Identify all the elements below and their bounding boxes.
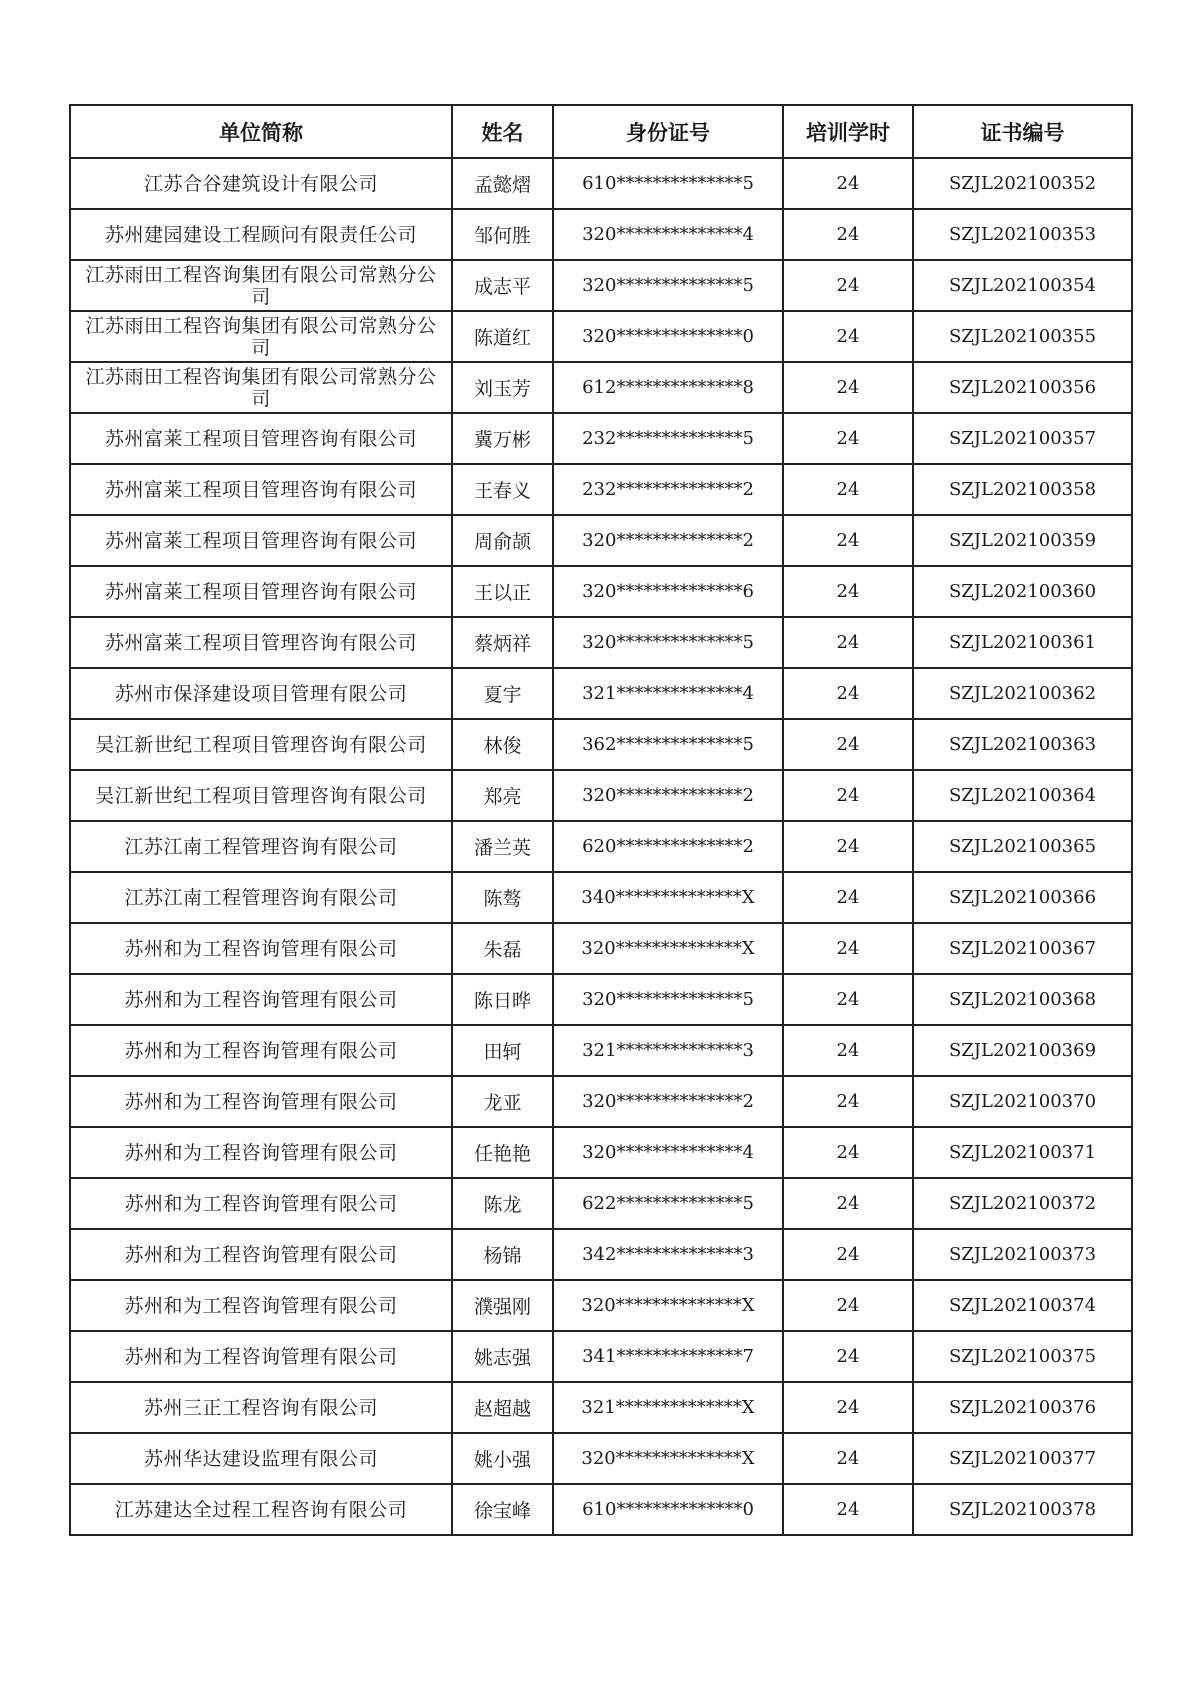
cell-certificate-no: SZJL202100352 bbox=[913, 158, 1132, 209]
cell-training-hours: 24 bbox=[783, 1433, 913, 1484]
cell-training-hours: 24 bbox=[783, 872, 913, 923]
cell-name: 陈龙 bbox=[452, 1178, 553, 1229]
unit-text: 苏州富莱工程项目管理咨询有限公司 bbox=[104, 580, 417, 603]
cell-unit bbox=[70, 1178, 452, 1229]
cell-training-hours: 24 bbox=[783, 1280, 913, 1331]
cell-name: 赵超越 bbox=[452, 1382, 553, 1433]
cell-training-hours: 24 bbox=[783, 1331, 913, 1382]
cell-training-hours: 24 bbox=[783, 923, 913, 974]
cell-training-hours: 24 bbox=[783, 362, 913, 413]
cell-id-number: 622**************5 bbox=[553, 1178, 783, 1229]
cell-id-number: 320**************5 bbox=[553, 617, 783, 668]
unit-text: 江苏合谷建筑设计有限公司 bbox=[143, 172, 378, 195]
table-row bbox=[70, 260, 1132, 311]
cell-id-number: 320**************0 bbox=[553, 311, 783, 362]
cell-training-hours: 24 bbox=[783, 209, 913, 260]
table-row bbox=[70, 1076, 1132, 1127]
table-row bbox=[70, 1127, 1132, 1178]
table-row bbox=[70, 872, 1132, 923]
cell-id-number: 320**************4 bbox=[553, 1127, 783, 1178]
cell-unit bbox=[70, 1484, 452, 1535]
column-header-id-number: 身份证号 bbox=[553, 105, 783, 158]
cell-training-hours: 24 bbox=[783, 515, 913, 566]
cell-id-number: 320**************X bbox=[553, 1433, 783, 1484]
cell-certificate-no: SZJL202100359 bbox=[913, 515, 1132, 566]
cell-certificate-no: SZJL202100367 bbox=[913, 923, 1132, 974]
cell-unit bbox=[70, 821, 452, 872]
cell-name: 冀万彬 bbox=[452, 413, 553, 464]
cell-certificate-no: SZJL202100370 bbox=[913, 1076, 1132, 1127]
unit-text: 江苏江南工程管理咨询有限公司 bbox=[124, 835, 398, 858]
cell-name: 陈骜 bbox=[452, 872, 553, 923]
table-row bbox=[70, 974, 1132, 1025]
cell-unit bbox=[70, 1331, 452, 1382]
unit-text: 江苏建达全过程工程咨询有限公司 bbox=[114, 1498, 408, 1521]
cell-id-number: 612**************8 bbox=[553, 362, 783, 413]
cell-unit bbox=[70, 464, 452, 515]
table-row bbox=[70, 923, 1132, 974]
table-row bbox=[70, 1433, 1132, 1484]
cell-name: 朱磊 bbox=[452, 923, 553, 974]
cell-name: 陈日晔 bbox=[452, 974, 553, 1025]
unit-text: 苏州和为工程咨询管理有限公司 bbox=[124, 1345, 398, 1368]
cell-certificate-no: SZJL202100356 bbox=[913, 362, 1132, 413]
cell-training-hours: 24 bbox=[783, 1076, 913, 1127]
cell-training-hours: 24 bbox=[783, 1229, 913, 1280]
unit-text: 吴江新世纪工程项目管理咨询有限公司 bbox=[95, 733, 427, 756]
table-row bbox=[70, 668, 1132, 719]
unit-text: 苏州富莱工程项目管理咨询有限公司 bbox=[104, 631, 417, 654]
cell-id-number: 320**************X bbox=[553, 923, 783, 974]
table-row bbox=[70, 1382, 1132, 1433]
cell-unit bbox=[70, 1280, 452, 1331]
cell-certificate-no: SZJL202100368 bbox=[913, 974, 1132, 1025]
column-header-training-hours: 培训学时 bbox=[783, 105, 913, 158]
unit-text: 江苏雨田工程咨询集团有限公司常熟分公司 bbox=[85, 314, 437, 359]
cell-name: 龙亚 bbox=[452, 1076, 553, 1127]
unit-text: 苏州和为工程咨询管理有限公司 bbox=[124, 1243, 398, 1266]
cell-training-hours: 24 bbox=[783, 566, 913, 617]
unit-text: 江苏雨田工程咨询集团有限公司常熟分公司 bbox=[85, 263, 437, 308]
cell-training-hours: 24 bbox=[783, 974, 913, 1025]
cell-id-number: 342**************3 bbox=[553, 1229, 783, 1280]
column-header-certificate-no: 证书编号 bbox=[913, 105, 1132, 158]
cell-training-hours: 24 bbox=[783, 1178, 913, 1229]
cell-training-hours: 24 bbox=[783, 1025, 913, 1076]
table-row bbox=[70, 1178, 1132, 1229]
table-row bbox=[70, 1229, 1132, 1280]
unit-text: 苏州富莱工程项目管理咨询有限公司 bbox=[104, 529, 417, 552]
table-row bbox=[70, 566, 1132, 617]
cell-name: 王春义 bbox=[452, 464, 553, 515]
cell-id-number: 320**************4 bbox=[553, 209, 783, 260]
table-body bbox=[70, 158, 1132, 1535]
unit-text: 苏州和为工程咨询管理有限公司 bbox=[124, 1141, 398, 1164]
cell-training-hours: 24 bbox=[783, 1484, 913, 1535]
table-row bbox=[70, 515, 1132, 566]
cell-certificate-no: SZJL202100357 bbox=[913, 413, 1132, 464]
table-row bbox=[70, 1484, 1132, 1535]
unit-text: 苏州富莱工程项目管理咨询有限公司 bbox=[104, 427, 417, 450]
cell-certificate-no: SZJL202100360 bbox=[913, 566, 1132, 617]
cell-name: 邹何胜 bbox=[452, 209, 553, 260]
cell-certificate-no: SZJL202100353 bbox=[913, 209, 1132, 260]
cell-id-number: 320**************5 bbox=[553, 974, 783, 1025]
cell-unit bbox=[70, 974, 452, 1025]
cell-id-number: 321**************X bbox=[553, 1382, 783, 1433]
unit-text: 苏州和为工程咨询管理有限公司 bbox=[124, 1192, 398, 1215]
cell-certificate-no: SZJL202100365 bbox=[913, 821, 1132, 872]
cell-certificate-no: SZJL202100375 bbox=[913, 1331, 1132, 1382]
cell-unit bbox=[70, 566, 452, 617]
table-row bbox=[70, 617, 1132, 668]
training-roster-table bbox=[69, 104, 1133, 1536]
cell-name: 杨锦 bbox=[452, 1229, 553, 1280]
cell-name: 夏宇 bbox=[452, 668, 553, 719]
unit-text: 苏州和为工程咨询管理有限公司 bbox=[124, 1294, 398, 1317]
cell-unit bbox=[70, 515, 452, 566]
cell-id-number: 362**************5 bbox=[553, 719, 783, 770]
unit-text: 江苏雨田工程咨询集团有限公司常熟分公司 bbox=[85, 365, 437, 410]
unit-text: 苏州富莱工程项目管理咨询有限公司 bbox=[104, 478, 417, 501]
cell-certificate-no: SZJL202100378 bbox=[913, 1484, 1132, 1535]
cell-id-number: 610**************5 bbox=[553, 158, 783, 209]
cell-unit bbox=[70, 1025, 452, 1076]
cell-name: 濮强刚 bbox=[452, 1280, 553, 1331]
cell-training-hours: 24 bbox=[783, 413, 913, 464]
cell-unit bbox=[70, 1433, 452, 1484]
cell-training-hours: 24 bbox=[783, 1382, 913, 1433]
unit-text: 苏州三正工程咨询有限公司 bbox=[143, 1396, 378, 1419]
cell-certificate-no: SZJL202100369 bbox=[913, 1025, 1132, 1076]
table-row bbox=[70, 209, 1132, 260]
cell-certificate-no: SZJL202100364 bbox=[913, 770, 1132, 821]
cell-training-hours: 24 bbox=[783, 260, 913, 311]
unit-text: 苏州华达建设监理有限公司 bbox=[143, 1447, 378, 1470]
cell-training-hours: 24 bbox=[783, 311, 913, 362]
table-row bbox=[70, 311, 1132, 362]
cell-unit bbox=[70, 209, 452, 260]
cell-training-hours: 24 bbox=[783, 1127, 913, 1178]
table-row bbox=[70, 158, 1132, 209]
cell-certificate-no: SZJL202100373 bbox=[913, 1229, 1132, 1280]
cell-id-number: 232**************2 bbox=[553, 464, 783, 515]
table-row bbox=[70, 821, 1132, 872]
unit-text: 苏州市保泽建设项目管理有限公司 bbox=[114, 682, 408, 705]
cell-id-number: 320**************2 bbox=[553, 1076, 783, 1127]
cell-id-number: 232**************5 bbox=[553, 413, 783, 464]
cell-id-number: 320**************X bbox=[553, 1280, 783, 1331]
cell-training-hours: 24 bbox=[783, 668, 913, 719]
cell-id-number: 320**************2 bbox=[553, 515, 783, 566]
cell-training-hours: 24 bbox=[783, 158, 913, 209]
column-header-name: 姓名 bbox=[452, 105, 553, 158]
unit-text: 吴江新世纪工程项目管理咨询有限公司 bbox=[95, 784, 427, 807]
cell-id-number: 341**************7 bbox=[553, 1331, 783, 1382]
cell-certificate-no: SZJL202100376 bbox=[913, 1382, 1132, 1433]
table-header-row bbox=[70, 105, 1132, 158]
cell-unit bbox=[70, 719, 452, 770]
unit-text: 苏州和为工程咨询管理有限公司 bbox=[124, 1039, 398, 1062]
cell-unit bbox=[70, 1229, 452, 1280]
cell-name: 刘玉芳 bbox=[452, 362, 553, 413]
cell-name: 周俞颉 bbox=[452, 515, 553, 566]
table-row bbox=[70, 770, 1132, 821]
cell-certificate-no: SZJL202100372 bbox=[913, 1178, 1132, 1229]
table-row bbox=[70, 1280, 1132, 1331]
cell-unit bbox=[70, 311, 452, 362]
cell-unit bbox=[70, 923, 452, 974]
cell-name: 郑亮 bbox=[452, 770, 553, 821]
cell-unit bbox=[70, 872, 452, 923]
cell-id-number: 340**************X bbox=[553, 872, 783, 923]
cell-id-number: 620**************2 bbox=[553, 821, 783, 872]
cell-id-number: 321**************4 bbox=[553, 668, 783, 719]
cell-unit bbox=[70, 260, 452, 311]
cell-name: 孟懿熠 bbox=[452, 158, 553, 209]
cell-name: 蔡炳祥 bbox=[452, 617, 553, 668]
cell-certificate-no: SZJL202100366 bbox=[913, 872, 1132, 923]
cell-name: 陈道红 bbox=[452, 311, 553, 362]
cell-unit bbox=[70, 1076, 452, 1127]
cell-id-number: 320**************2 bbox=[553, 770, 783, 821]
cell-name: 徐宝峰 bbox=[452, 1484, 553, 1535]
unit-text: 苏州和为工程咨询管理有限公司 bbox=[124, 937, 398, 960]
cell-unit bbox=[70, 158, 452, 209]
cell-name: 王以正 bbox=[452, 566, 553, 617]
cell-unit bbox=[70, 668, 452, 719]
cell-id-number: 320**************6 bbox=[553, 566, 783, 617]
unit-text: 苏州和为工程咨询管理有限公司 bbox=[124, 988, 398, 1011]
cell-unit bbox=[70, 617, 452, 668]
table-row bbox=[70, 1331, 1132, 1382]
cell-name: 田轲 bbox=[452, 1025, 553, 1076]
cell-training-hours: 24 bbox=[783, 464, 913, 515]
cell-certificate-no: SZJL202100374 bbox=[913, 1280, 1132, 1331]
cell-id-number: 321**************3 bbox=[553, 1025, 783, 1076]
cell-unit bbox=[70, 1127, 452, 1178]
cell-name: 林俊 bbox=[452, 719, 553, 770]
cell-certificate-no: SZJL202100358 bbox=[913, 464, 1132, 515]
cell-certificate-no: SZJL202100363 bbox=[913, 719, 1132, 770]
cell-unit bbox=[70, 362, 452, 413]
cell-name: 姚小强 bbox=[452, 1433, 553, 1484]
table-row bbox=[70, 719, 1132, 770]
cell-id-number: 320**************5 bbox=[553, 260, 783, 311]
cell-name: 任艳艳 bbox=[452, 1127, 553, 1178]
table-row bbox=[70, 413, 1132, 464]
cell-training-hours: 24 bbox=[783, 770, 913, 821]
cell-name: 潘兰英 bbox=[452, 821, 553, 872]
cell-certificate-no: SZJL202100362 bbox=[913, 668, 1132, 719]
cell-certificate-no: SZJL202100355 bbox=[913, 311, 1132, 362]
table-row bbox=[70, 362, 1132, 413]
cell-name: 姚志强 bbox=[452, 1331, 553, 1382]
cell-certificate-no: SZJL202100377 bbox=[913, 1433, 1132, 1484]
unit-text: 苏州和为工程咨询管理有限公司 bbox=[124, 1090, 398, 1113]
cell-name: 成志平 bbox=[452, 260, 553, 311]
unit-text: 苏州建园建设工程顾问有限责任公司 bbox=[104, 223, 417, 246]
cell-training-hours: 24 bbox=[783, 821, 913, 872]
cell-training-hours: 24 bbox=[783, 719, 913, 770]
column-header-unit: 单位简称 bbox=[70, 105, 452, 158]
table-row bbox=[70, 464, 1132, 515]
cell-certificate-no: SZJL202100371 bbox=[913, 1127, 1132, 1178]
cell-certificate-no: SZJL202100361 bbox=[913, 617, 1132, 668]
cell-unit bbox=[70, 413, 452, 464]
cell-certificate-no: SZJL202100354 bbox=[913, 260, 1132, 311]
cell-unit bbox=[70, 770, 452, 821]
unit-text: 江苏江南工程管理咨询有限公司 bbox=[124, 886, 398, 909]
table-row bbox=[70, 1025, 1132, 1076]
cell-training-hours: 24 bbox=[783, 617, 913, 668]
cell-id-number: 610**************0 bbox=[553, 1484, 783, 1535]
cell-unit bbox=[70, 1382, 452, 1433]
